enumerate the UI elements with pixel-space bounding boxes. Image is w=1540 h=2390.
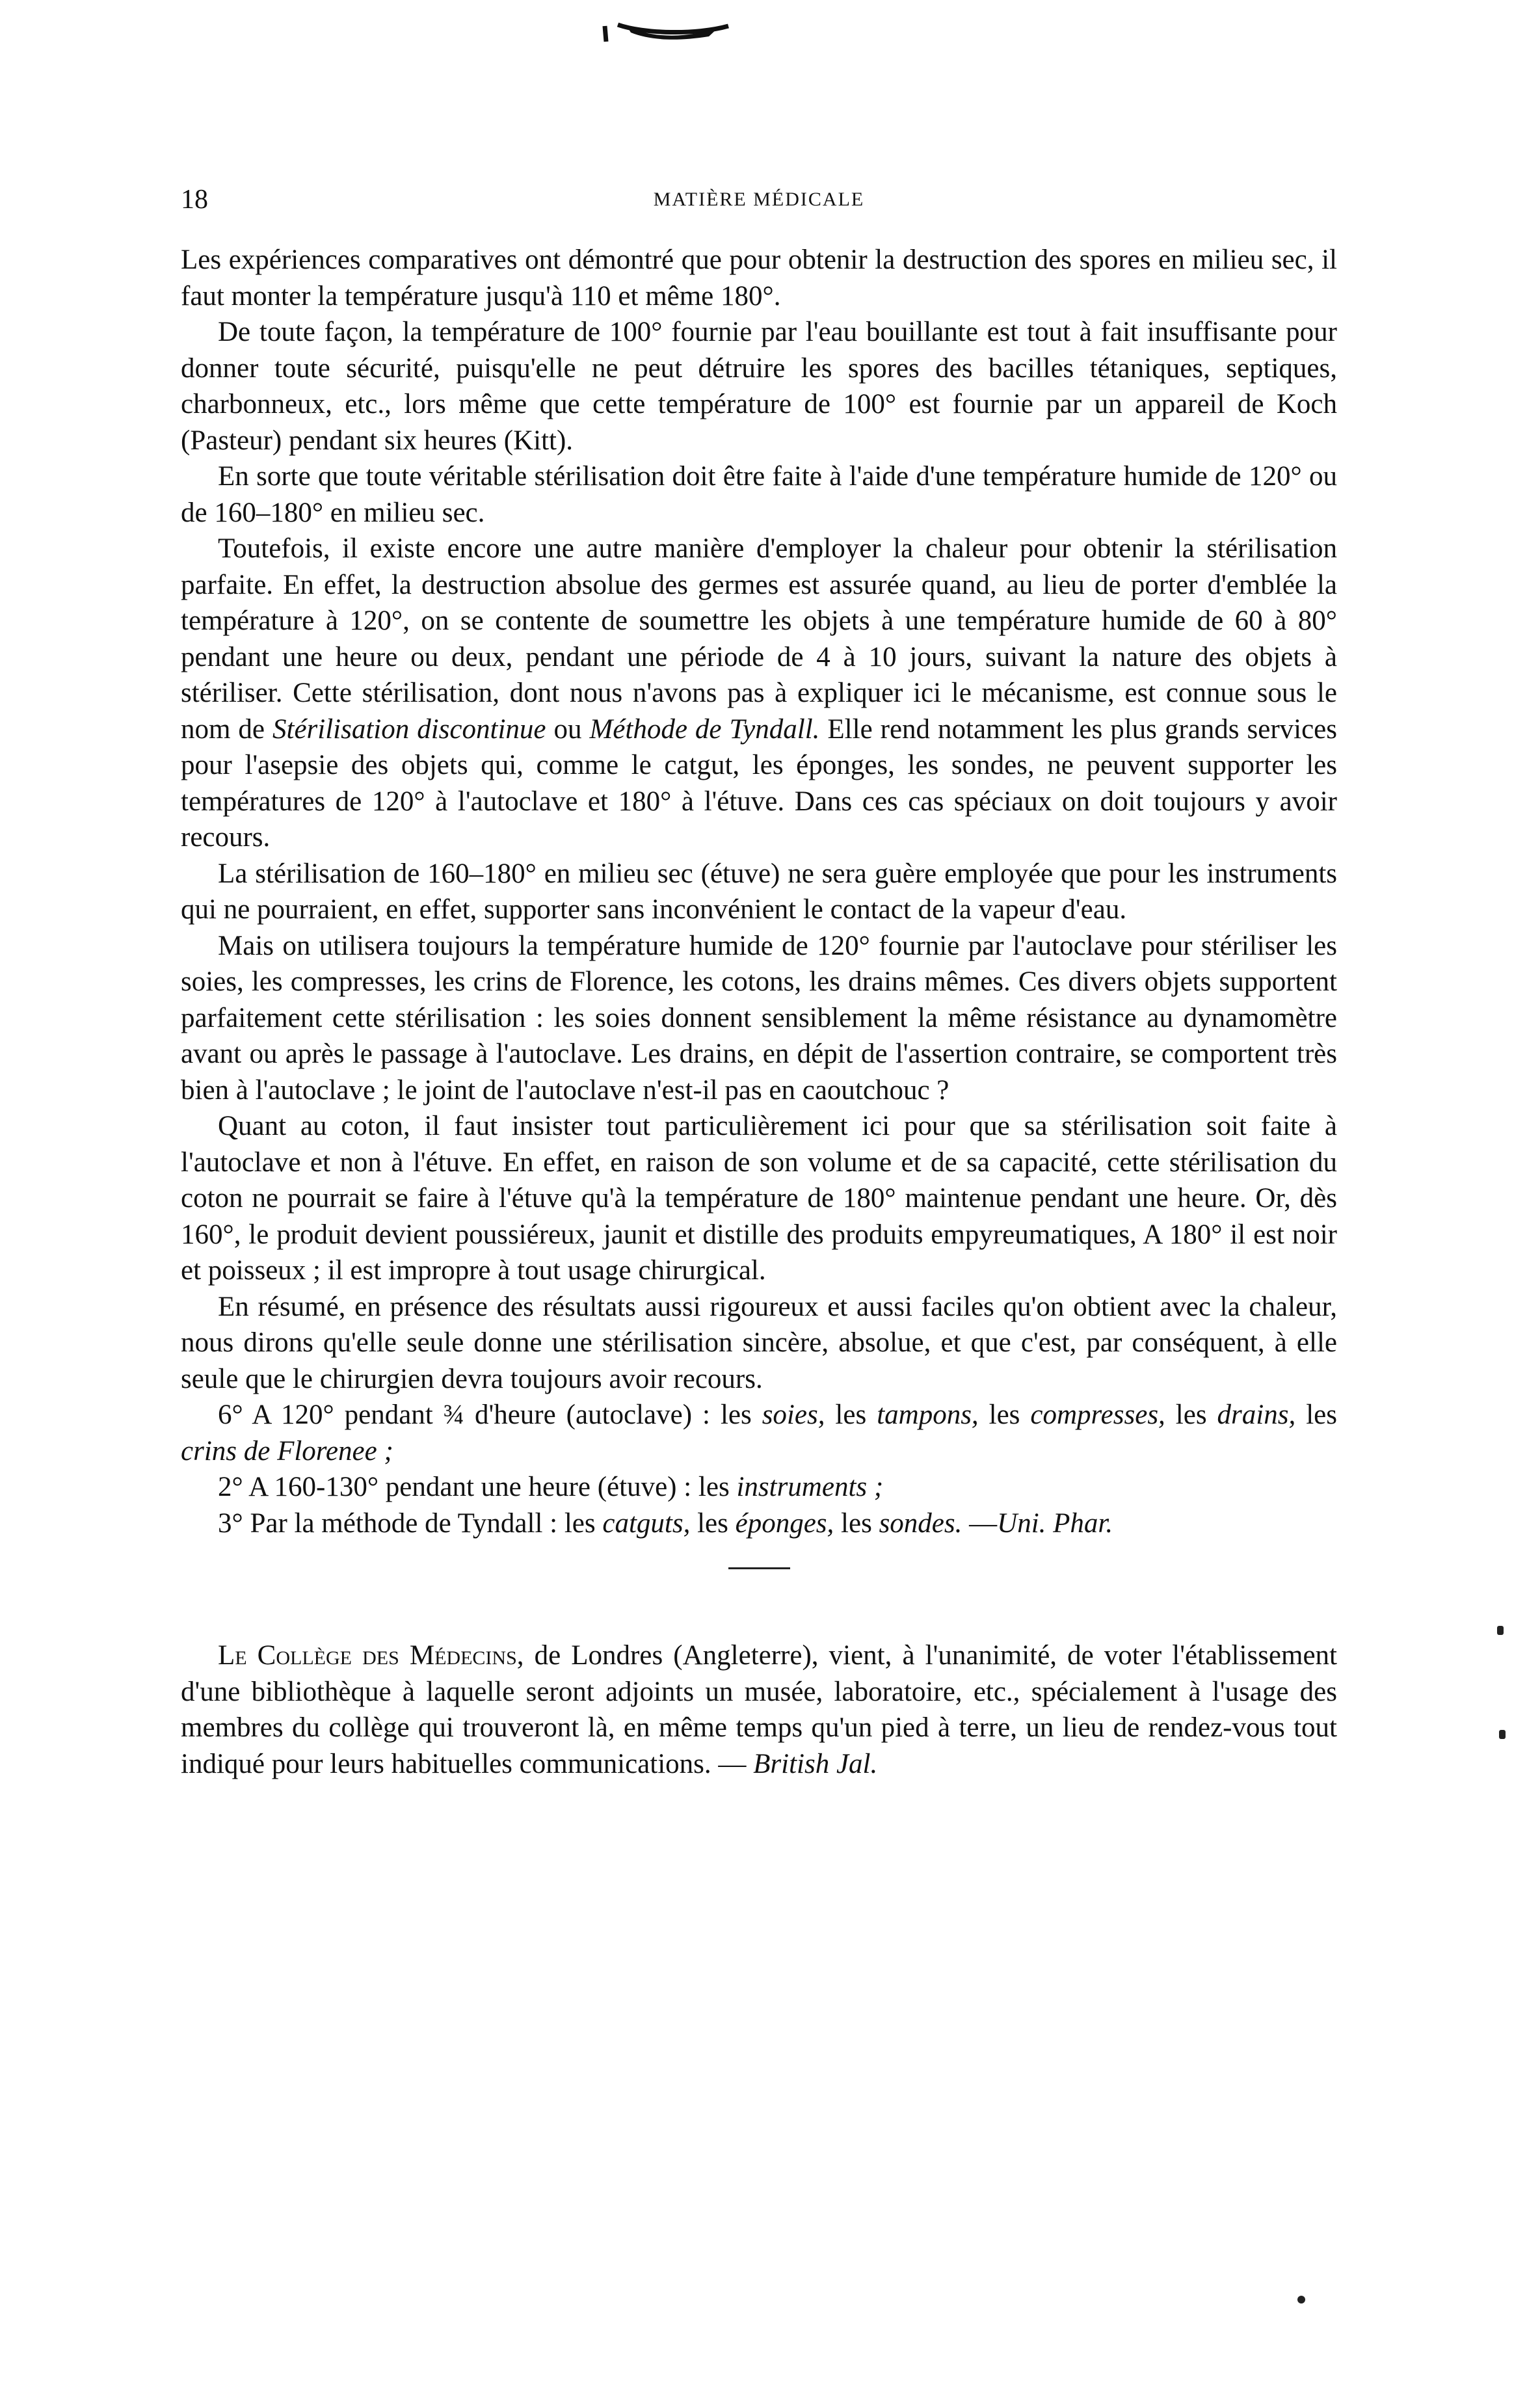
running-head: MATIÈRE MÉDICALE — [653, 189, 865, 210]
ink-dot-3 — [1297, 2296, 1305, 2304]
paragraph-1: Les expériences comparatives ont démontré que pour obtenir la destruction des spores en milieu sec, il faut monter la température jusqu'à 110 et même 180°. — [181, 245, 1337, 312]
page-body — [181, 242, 1337, 1782]
paragraph-4: Toutefois, il existe encore une autre manière d'employer la chaleur pour obtenir la stérilisation parfaite. En effet, la destruction absolue des germes est assurée quand, au lieu de porter d'emblée la température à 120°, on se contente de soumettre les objets à une température humide de 60 à 80° pendant une heure ou deux, pendant une période de 4 à 10 jours, suivant la nature des objets à stériliser. Cette stérilisation, dont nous n'avons pas à expliquer ici le mécanisme, est connue sous le nom de Stérilisation discontinue ou Méthode de Tyndall. Elle rend notamment les plus grands services pour l'asepsie des objets qui, comme le catgut, les éponges, les sondes, ne peuvent supporter les températures de 120° à l'autoclave et 180° à l'étuve. Dans ces cas spéciaux on doit toujours y avoir recours. — [181, 533, 1338, 853]
list-item: 3° Par la méthode de Tyndall : les catguts, les éponges, les sondes. —Uni. Phar. — [218, 1507, 1113, 1539]
news-source: British Jal. — [753, 1748, 878, 1779]
list-item: 6° A 120° pendant ¾ d'heure (autoclave) : les soies, les tampons, les compresses, les drains, les crins de Florenee ; — [181, 1400, 1337, 1467]
paragraph-7: Quant au coton, il faut insister tout particulièrement ici pour que sa stérilisation soit faite à l'autoclave et non à l'étuve. En effet, en raison de son volume et de sa capacité, cette stérilisation du coton ne pourrait se faire à l'étuve qu'à la température de 180° maintenue pendant une heure. Or, dès 160°, le produit devient poussiéreux, jaunit et distille des produits empyreumatiques, A 180° il est noir et poisseux ; il est impropre à tout usage chirurgical. — [181, 1111, 1337, 1286]
news-paragraph: Le Collège des Médecins, de Londres (Angleterre), vient, à l'unanimité, de voter l'établissement d'une bibliothèque à laquelle seront adjoints un musée, laboratoire, etc., spécialement à l'usage des membres du collège qui trouveront là, en même temps qu'un pied à terre, un lieu de rendez-vous tout indiqué pour leurs habituelles communications. — British Jal. — [181, 1640, 1337, 1779]
paragraph-3: En sorte que toute véritable stérilisation doit être faite à l'aide d'une température humide de 120° ou de 160–180° en milieu sec. — [181, 461, 1337, 528]
page-number: 18 — [181, 185, 208, 215]
ink-mark — [598, 20, 748, 43]
ink-dot-2 — [1499, 1730, 1506, 1739]
paragraph-2: De toute façon, la température de 100° fournie par l'eau bouillante est tout à fait insuffisante pour donner toute sécurité, puisqu'elle ne peut détruire les spores des bacilles tétaniques, septiques, charbonneux, etc., lors même que cette température de 100° est fournie par un appareil de Koch (Pasteur) pendant six heures (Kitt). — [181, 317, 1337, 456]
list-item: 2° A 160-130° pendant une heure (étuve) : les instruments ; — [218, 1472, 884, 1502]
paragraph-6: Mais on utilisera toujours la température humide de 120° fournie par l'autoclave pour stériliser les soies, les compresses, les crins de Florence, les cotons, les drains mêmes. Ces divers objets supportent parfaitement cette stérilisation : les soies donnent sensiblement la même résistance au dynamomètre avant ou après le passage à l'autoclave. Les drains, en dépit de l'assertion contraire, se comportent très bien à l'autoclave ; le joint de l'autoclave n'est-il pas en caoutchouc ? — [181, 930, 1337, 1106]
page-header — [181, 183, 1337, 216]
paragraph-8: En résumé, en présence des résultats aussi rigoureux et aussi faciles qu'on obtient avec la chaleur, nous dirons qu'elle seule donne une stérilisation sincère, absolue, et que c'est, par conséquent, à elle seule que le chirurgien devra toujours avoir recours. — [181, 1291, 1337, 1394]
news-lead: Le Collège des Médecins — [218, 1640, 517, 1671]
section-divider — [728, 1567, 790, 1569]
ink-dot-1 — [1497, 1626, 1504, 1635]
paragraph-5: La stérilisation de 160–180° en milieu sec (étuve) ne sera guère employée que pour les instruments qui ne pourraient, en effet, supporter sans inconvénient le contact de la vapeur d'eau. — [181, 858, 1337, 925]
